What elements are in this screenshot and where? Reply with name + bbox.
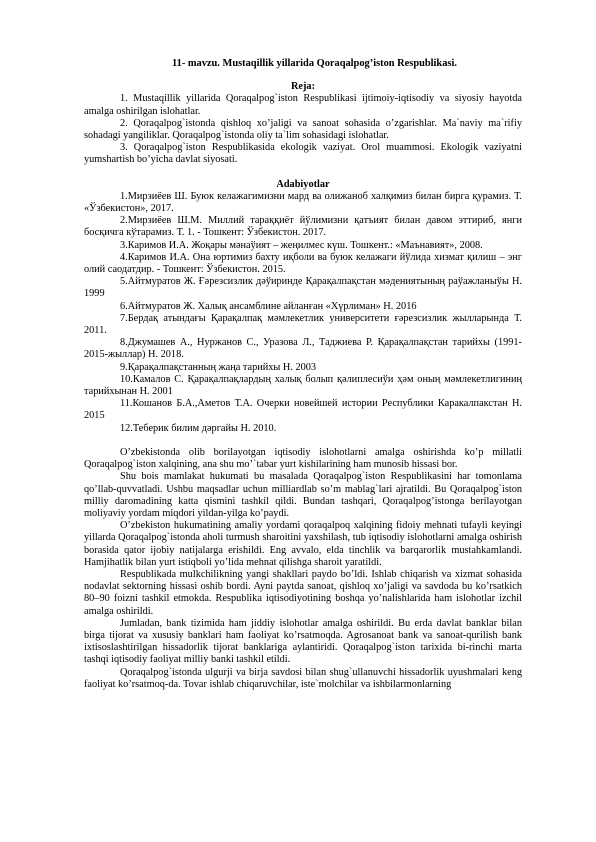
plan-heading: Reja:	[290, 81, 315, 93]
reference-item: 10.Камалов С. Қарақалпақлардың халық болып қәлиплесиўи ҳәм оның мәмлекетлигиниң тарийхынан Н. 2001	[84, 373, 522, 398]
lecture-title: 11- mavzu. Mustaqillik yillarida Qoraqalpog’iston Respublikasi.	[172, 58, 457, 69]
body-paragraph: O’zbekistonda olib borilayotgan iqtisodiy islohotlarni amalga oshirishda ko’p millatli Qoraqalpog`iston xalqining, ana shu mo’`tabar yurt kishilarining ham munosib hissasi bor.	[84, 446, 522, 471]
reference-item: 7.Бердақ атындағы Қарақалпақ мәмлекетлик университети ғәрезсизлик жылларында Т. 2011.	[84, 312, 522, 337]
reference-item: 3.Каримов И.А. Жоқары мәнаўият – жеңилмес күш. Тошкент.: «Маънавият», 2008.	[120, 239, 483, 251]
body-paragraph: Qoraqalpog`istonda ulgurji va birja savdosi bilan shug`ullanuvchi hissadorlik uyushmalari keng faoliyat ko’rsatmoq-da. Tovar ishlab chiqaruvchilar, iste`molchilar va ishbilarmonlarning	[84, 666, 522, 690]
reference-item: 9.Қарақалпақстанның жаңа тарийхы Н. 2003	[120, 361, 317, 373]
plan-item-3: 3. Qoraqalpog`iston Respublikasida ekologik vaziyat. Orol muammosi. Ekologik vaziyatni yumshartish bo’yicha davlat siyosati.	[84, 142, 522, 166]
plan-item-2: 2. Qoraqalpog`istonda qishloq xo’jaligi va sanoat sohasida o’zgarishlar. Ma`naviy ma`rifiy sohadagi yangiliklar. Qoraqalpog`istonda oliy ta`lim sohasidagi islohatlar.	[84, 117, 522, 142]
body-paragraph: O’zbekiston hukumatining amaliy yordami qoraqalpoq xalqining fidoiy mehnati tufayli keyingi yillarda Qoraqalpog`istonda aholi turmush sharoitini yaxshilash, tub iqtisodiy islohotlarni amalga oshirish borasida qator ijobiy natijalarga erishildi. Eng avvalo, elda tinchlik va barqarorlik mustahkamlandi. Hamjihatlik bilan yurt istiqboli yo’lida mehnat qilishga sharoit yaratildi.	[84, 520, 522, 568]
reference-item: 6.Айтмуратов Ж. Халық ансамблине айланған «Хүрлиман» Н. 2016	[120, 300, 417, 312]
references-heading: Adabiyotlar	[276, 178, 330, 190]
body-paragraph: Shu bois mamlakat hukumati bu masalada Qoraqalpog`iston Respublikasini har tomonlama qo’llab-quvvatladi. Ushbu maqsadlar uchun milliardlab so’m mablag`lari ajratildi. Bu Qoraqalpog`iston milliy daromadining katta qismini tashkil qildi. Bundan tashqari, Qoraqalpog’istonga berilayotgan moliyaviy yordam miqdori yildan-yilga ko’paydi.	[84, 471, 522, 519]
reference-item: 8.Джумашев А., Нуржанов С., Уразова Л., Таджиева Р. Қарақалпақстан тарийхы (1991-2015-жыллар) Н. 2018.	[84, 337, 522, 361]
reference-item: 12.Теберик билим дәргайы Н. 2010.	[120, 422, 277, 434]
reference-item: 5.Айтмуратов Ж. Ғәрезсизлик дәўиринде Қарақалпақстан мәдениятының раўажланыўы Н. 1999	[84, 276, 522, 300]
reference-item: 1.Мирзиёев Ш. Буюк келажагимизни мард ва олижаноб халқимиз билан бирга қурамиз. Т. «Ўзбекистон», 2017.	[84, 190, 522, 215]
body-paragraph: Jumladan, bank tizimida ham jiddiy islohotlar amalga oshirildi. Bu erda davlat banklar bilan birga tijorat va xususiy banklari ham faoliyat ko’rsatmoqda. Agrosanoat bank va sanoat-qurilish bank ixtisoslashtirilgan hissadorlik tijorat banklariga aylantiridi. Qoraqalpog`iston tarixida bi-rinchi marta tashqi iqtisodiy faoliyat milliy banki tashkil etildi.	[84, 617, 522, 666]
body-paragraph: Respublikada mulkchilikning yangi shakllari paydo bo’ldi. Ishlab chiqarish va xizmat sohasida nodavlat sektorning hissasi oshib bordi. Ayni paytda sanoat, qishloq xo’jaligi va savdoda bu ko’rsatkich 80–90 foizni tashkil etmokda. Respublika iqtisodiyotining boshqa yo’nalishlarida ham islohotlar izchil amalga oshirildi.	[84, 568, 522, 617]
plan-item-1: 1. Mustaqillik yillarida Qoraqalpog`iston Respublikasi ijtimoiy-iqtisodiy va siyosiy hayotda amalga oshirilgan islohatlar.	[84, 93, 522, 117]
reference-item: 4.Каримов И.А. Она юртимиз бахту иқболи ва буюк келажаги йўлида хизмат қилиш – энг олий саодатдир. - Тошкент: Ўзбекистон. 2015.	[84, 251, 522, 276]
reference-item: 2.Мирзиёев Ш.М. Миллий тараққиёт йўлимизни қатъият билан давом эттириб, янги босқичга кўтарамиз. Т. 1. - Тошкент: Ўзбекистон. 2017.	[84, 215, 522, 239]
reference-item: 11.Кошанов Б.А.,Аметов Т.А. Очерки новейшей истории Республики Каракалпакстан Н. 2015	[84, 398, 522, 422]
